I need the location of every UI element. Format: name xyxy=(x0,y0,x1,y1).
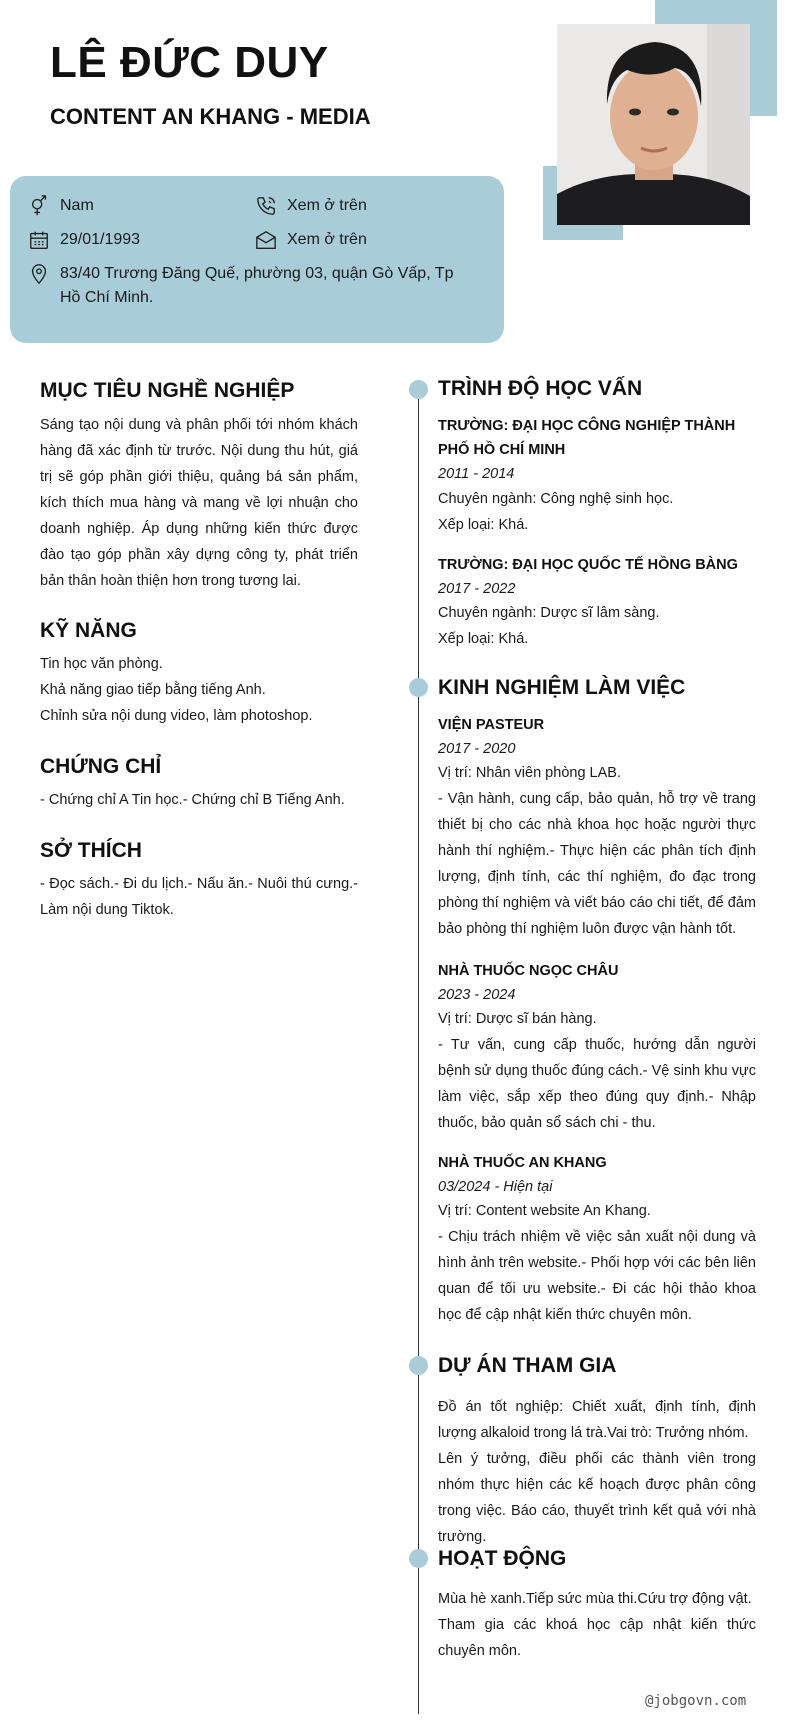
contact-gender xyxy=(28,194,94,218)
contact-box xyxy=(10,176,504,343)
timeline-dot-experience xyxy=(409,678,428,697)
education-major: Chuyên ngành: Dược sĩ lâm sàng. xyxy=(438,605,660,621)
calendar-icon xyxy=(28,229,50,251)
projects-text: Lên ý tưởng, điều phối các thành viên trong nhóm thực hiện các kế hoạch được phân công trong việc. Báo cáo, thuyết trình kết quả với nhà trường. xyxy=(438,1451,756,1545)
education-grade: Xếp loại: Khá. xyxy=(438,631,529,647)
projects-title: DỰ ÁN THAM GIA xyxy=(438,1354,617,1377)
education-years: 2011 - 2014 xyxy=(438,466,515,482)
birthday-value: 29/01/1993 xyxy=(60,231,141,248)
location-pin-icon xyxy=(28,263,50,285)
skills-title: KỸ NĂNG xyxy=(40,619,137,642)
experience-desc: - Chịu trách nhiệm về việc sản xuất nội dung và hình ảnh trên website.- Phối hợp với các bên liên quan để tối ưu website.- Đi các hội thảo khoa học để cập nhật kiến thức chuyên môn. xyxy=(438,1229,756,1323)
email-value: Xem ở trên xyxy=(287,231,367,248)
contact-email xyxy=(255,228,367,252)
experience-desc: - Tư vấn, cung cấp thuốc, hướng dẫn người bệnh sử dụng thuốc đúng cách.- Vệ sinh khu vực làm việc, sắp xếp theo đúng quy định.- Nhập thuốc, bảo quản sổ sách chi - thu. xyxy=(438,1037,756,1131)
experience-position: Vị trí: Content website An Khang. xyxy=(438,1203,651,1219)
education-grade: Xếp loại: Khá. xyxy=(438,517,529,533)
activities-text: Mùa hè xanh.Tiếp sức mùa thi.Cứu trợ động vật. xyxy=(438,1591,752,1607)
projects-text: Đồ án tốt nghiệp: Chiết xuất, định tính, định lượng alkaloid trong lá trà.Vai trò: Trưởng nhóm. xyxy=(438,1399,756,1441)
education-years: 2017 - 2022 xyxy=(438,581,516,597)
cv-name: LÊ ĐỨC DUY xyxy=(50,38,329,87)
activities-title: HOẠT ĐỘNG xyxy=(438,1547,567,1570)
education-major: Chuyên ngành: Công nghệ sinh học. xyxy=(438,491,674,507)
watermark: @jobgovn.com xyxy=(645,1693,747,1709)
hobbies-title: SỞ THÍCH xyxy=(40,839,142,862)
education-school: TRƯỜNG: ĐẠI HỌC CÔNG NGHIỆP THÀNH PHỐ HỒ CHÍ MINH xyxy=(438,418,736,458)
skill-item: Khả năng giao tiếp bằng tiếng Anh. xyxy=(40,682,266,698)
experience-years: 2017 - 2020 xyxy=(438,741,516,757)
phone-icon xyxy=(255,195,277,217)
experience-desc: - Vận hành, cung cấp, bảo quản, hỗ trợ về trang thiết bị cho các nhà khoa học hoặc người thực hành thí nghiệm.- Thực hiện các phân tích định lượng, định tính, các thí nghiệm, đo đạc trong phòng thí nghiệm và viết báo cáo chi tiết, để đảm bảo phòng thí nghiệm luôn được vận hành tốt. xyxy=(438,791,756,937)
hobbies-text: - Đọc sách.- Đi du lịch.- Nấu ăn.- Nuôi thú cưng.- Làm nội dung Tiktok. xyxy=(40,876,358,918)
education-title: TRÌNH ĐỘ HỌC VẤN xyxy=(438,377,643,400)
gender-value: Nam xyxy=(60,197,94,214)
timeline-dot-activities xyxy=(409,1549,428,1568)
activities-text: Tham gia các khoá học cập nhật kiến thức chuyên môn. xyxy=(438,1617,756,1659)
experience-company: NHÀ THUỐC NGỌC CHÂU xyxy=(438,963,619,979)
timeline-dot-education xyxy=(409,380,428,399)
education-school: TRƯỜNG: ĐẠI HỌC QUỐC TẾ HỒNG BÀNG xyxy=(438,557,738,573)
experience-company: NHÀ THUỐC AN KHANG xyxy=(438,1155,607,1171)
gender-icon xyxy=(28,195,50,217)
cv-role: CONTENT AN KHANG - MEDIA xyxy=(50,104,371,129)
certificates-text: - Chứng chỉ A Tin học.- Chứng chỉ B Tiếng Anh. xyxy=(40,792,345,808)
contact-address xyxy=(28,262,478,310)
experience-years: 03/2024 - Hiện tại xyxy=(438,1179,553,1195)
contact-phone xyxy=(255,194,367,218)
phone-value: Xem ở trên xyxy=(287,197,367,214)
skill-item: Tin học văn phòng. xyxy=(40,656,163,672)
skill-item: Chỉnh sửa nội dung video, làm photoshop. xyxy=(40,708,313,724)
certificates-title: CHỨNG CHỈ xyxy=(40,755,162,778)
address-value: 83/40 Trương Đăng Quế, phường 03, quận Gò Vấp, Tp Hồ Chí Minh. xyxy=(60,265,454,306)
timeline-dot-projects xyxy=(409,1356,428,1375)
contact-birthday xyxy=(28,228,140,252)
experience-years: 2023 - 2024 xyxy=(438,987,516,1003)
experience-company: VIỆN PASTEUR xyxy=(438,717,545,733)
experience-position: Vị trí: Nhân viên phòng LAB. xyxy=(438,765,621,781)
experience-title: KINH NGHIỆM LÀM VIỆC xyxy=(438,676,686,699)
profile-photo xyxy=(557,24,750,225)
email-icon xyxy=(255,229,277,251)
objective-title: MỤC TIÊU NGHỀ NGHIỆP xyxy=(40,379,295,402)
timeline-line xyxy=(418,388,419,1714)
objective-text: Sáng tạo nội dung và phân phối tới nhóm khách hàng đã xác định từ trước. Nội dung thu hút, giá trị sẽ góp phần giới thiệu, quảng bá sản phẩm, kích thích mua hàng và mang về lợi nhuận cho doanh nghiệp. Áp dụng những kiến thức được đào tạo góp phần xây dựng công ty, phát triển bản thân hoàn thiện hơn trong tương lai. xyxy=(40,417,358,589)
experience-position: Vị trí: Dược sĩ bán hàng. xyxy=(438,1011,597,1027)
